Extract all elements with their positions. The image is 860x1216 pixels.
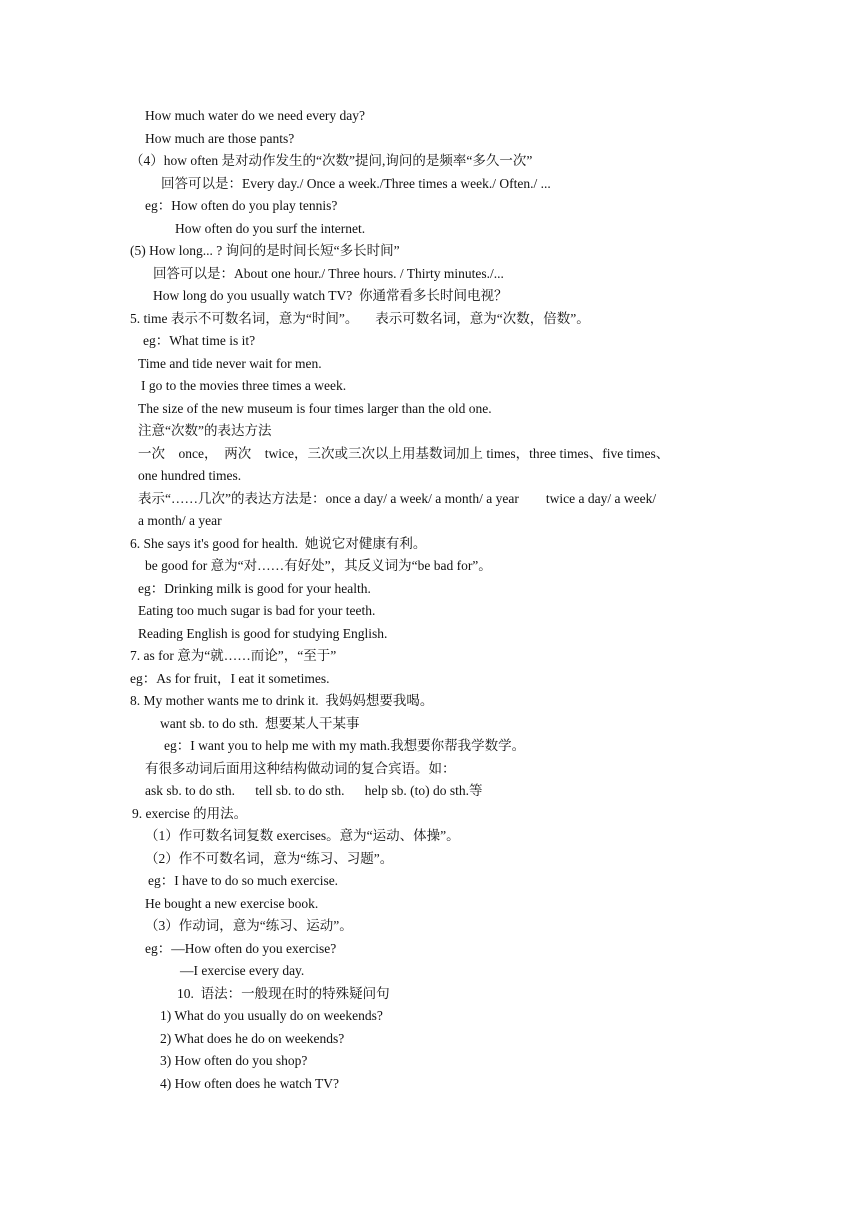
- text-line: 3) How often do you shop?: [160, 1053, 308, 1068]
- text-line: eg：How often do you play tennis?: [145, 198, 338, 213]
- text-line: He bought a new exercise book.: [145, 896, 319, 911]
- text-line: —I exercise every day.: [180, 963, 305, 978]
- text-line: （4）how often 是对动作发生的“次数”提问,询问的是频率“多久一次”: [130, 153, 533, 168]
- text-line: 7. as for 意为“就……而论”，“至于”: [130, 648, 337, 663]
- text-line: How often do you surf the internet.: [175, 221, 366, 236]
- text-line: be good for 意为“对……有好处”，其反义词为“be bad for”。: [145, 558, 492, 573]
- text-line: 表示“……几次”的表达方法是：once a day/ a week/ a month/ a year twice a day/ a week/: [138, 491, 657, 506]
- text-line: eg：I have to do so much exercise.: [148, 873, 339, 888]
- text-line: eg：As for fruit，I eat it sometimes.: [130, 671, 330, 686]
- text-line: （3）作动词，意为“练习、运动”。: [145, 918, 353, 933]
- text-line: eg：I want you to help me with my math.我想要你帮我学数学。: [164, 738, 526, 753]
- text-line: How long do you usually watch TV? 你通常看多长时间电视？: [153, 288, 508, 303]
- text-line: (5) How long... ? 询问的是时间长短“多长时间”: [130, 243, 400, 258]
- text-line: 一次 once， 两次 twice，三次或三次以上用基数词加上 times，three times、five times、: [138, 446, 670, 461]
- text-line: 1) What do you usually do on weekends?: [160, 1008, 383, 1023]
- text-line: ask sb. to do sth. tell sb. to do sth. help sb. (to) do sth.等: [145, 783, 483, 798]
- text-line: eg：Drinking milk is good for your health.: [138, 581, 371, 596]
- text-line: The size of the new museum is four times larger than the old one.: [138, 401, 492, 416]
- text-line: eg：—How often do you exercise?: [145, 941, 337, 956]
- text-line: （2）作不可数名词，意为“练习、习题”。: [145, 851, 394, 866]
- text-line: 9. exercise 的用法。: [132, 806, 248, 821]
- text-line: 注意“次数”的表达方法: [138, 423, 272, 438]
- text-line: 4) How often does he watch TV?: [160, 1076, 339, 1091]
- text-line: 回答可以是：About one hour./ Three hours. / Thirty minutes./...: [153, 266, 504, 281]
- text-line: I go to the movies three times a week.: [141, 378, 347, 393]
- text-line: Eating too much sugar is bad for your teeth.: [138, 603, 376, 618]
- text-line: 回答可以是：Every day./ Once a week./Three times a week./ Often./ ...: [161, 176, 551, 191]
- text-line: a month/ a year: [138, 513, 222, 528]
- text-line: （1）作可数名词复数 exercises。意为“运动、体操”。: [145, 828, 460, 843]
- text-line: Time and tide never wait for men.: [138, 356, 322, 371]
- text-line: 有很多动词后面用这种结构做动词的复合宾语。如：: [145, 761, 456, 776]
- text-line: 5. time 表示不可数名词，意为“时间”。 表示可数名词，意为“次数，倍数”。: [130, 311, 590, 326]
- text-line: eg：What time is it?: [143, 333, 256, 348]
- text-line: 10. 语法：一般现在时的特殊疑问句: [177, 986, 390, 1001]
- text-line: How much are those pants?: [145, 131, 295, 146]
- text-line: want sb. to do sth. 想要某人干某事: [160, 716, 360, 731]
- text-line: 6. She says it's good for health. 她说它对健康有利。: [130, 536, 427, 551]
- text-line: How much water do we need every day?: [145, 108, 366, 123]
- text-line: 2) What does he do on weekends?: [160, 1031, 345, 1046]
- text-line: 8. My mother wants me to drink it. 我妈妈想要我喝。: [130, 693, 434, 708]
- text-line: Reading English is good for studying English.: [138, 626, 388, 641]
- text-line: one hundred times.: [138, 468, 242, 483]
